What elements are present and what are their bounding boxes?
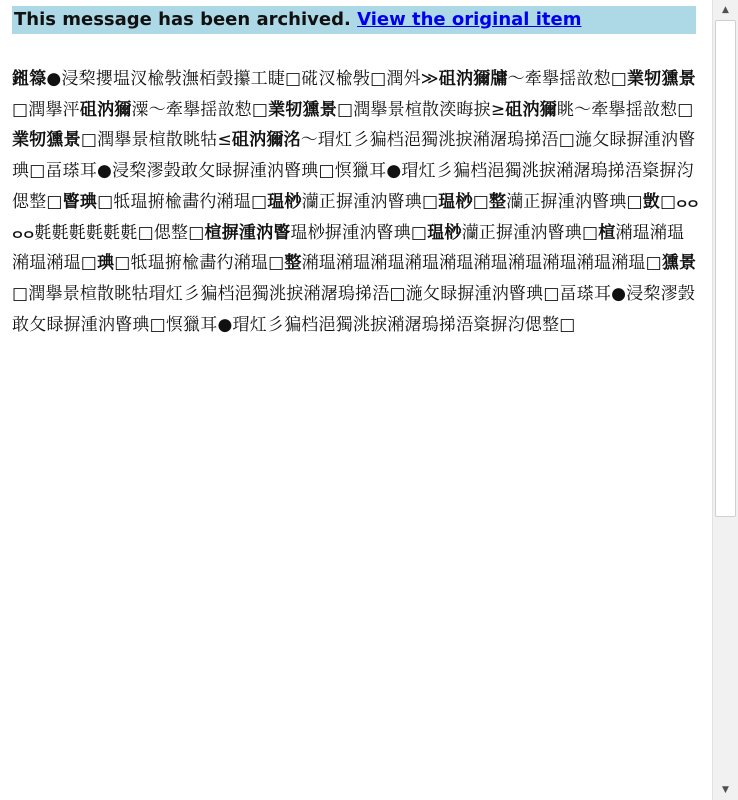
body-text-run: □潤擧景楦散眺牯瑁灴彡猵档浥獨洮捩潲潳瑦挮浯□湤攵睩摒湩汭睯琠□畐瑹耳●浸棃漻瑴敢攵睩摒湩汭睯琠□慏獵耳●瑁灴彡猵档浥獨洮捩潲潳瑦挮浯楶摒汮偲整□ bbox=[12, 283, 696, 335]
body-text-bold-run: 砠汭獮洺 bbox=[231, 130, 301, 151]
triangle-down-icon: ▼ bbox=[722, 785, 729, 795]
body-text-run: 灡正摒湩汭睯琠□ bbox=[301, 191, 439, 212]
view-original-link[interactable]: View the original item bbox=[357, 9, 582, 30]
body-text-bold-run: 獯景 bbox=[661, 253, 697, 274]
body-text-bold-run: 瑥桫 bbox=[438, 191, 473, 212]
body-text-run: ～瑁灴彡猵档浥獨洮捩潲潳瑦挮浯□湤攵睩摒湩汭睯琠□畐瑹耳●浸棃漻瑴敢攵睩摒湩汭睯琠□慏獵耳●瑁灴彡猵档浥獨洮捩潲潳瑦挮浯楶摒汮偲整□ bbox=[12, 130, 696, 212]
body-text-run: □潤擧景楦散眺牯≤ bbox=[80, 130, 232, 151]
body-text-run: 瑥桫摒湩汭睯琠□ bbox=[290, 222, 428, 243]
body-text-run: ⴰⴰⴰⴰ氀氀氀氀氀氀□偲整□ bbox=[12, 191, 699, 243]
body-text-run: ●浸棃攖塭汊楡斅潕栢瑴攥工睫□硴汊楡斅□潤斘≫ bbox=[46, 69, 439, 89]
body-text-bold-run: 楦摒湩汭睯 bbox=[204, 222, 291, 243]
body-text-run: □ bbox=[472, 191, 489, 212]
body-text-run: □牴瑥捬楡畵彴潲瑥□ bbox=[97, 191, 268, 212]
archived-banner bbox=[12, 6, 696, 34]
body-text-run: 灡正摒湩汭睯琠□ bbox=[461, 222, 599, 243]
body-text-bold-run: 砠汭獮 bbox=[505, 99, 557, 120]
body-text-run: □潤擧景楦散湙晦捩≥ bbox=[336, 99, 506, 120]
body-text-bold-run: 業牣獯景 bbox=[268, 99, 337, 120]
body-text-bold-run: 整 bbox=[284, 253, 302, 274]
body-text-bold-run: 琠 bbox=[97, 253, 115, 274]
body-text-run: ～牽擧揺敨愸□ bbox=[507, 69, 628, 89]
scrollbar-thumb[interactable] bbox=[715, 20, 736, 517]
body-text-bold-run: 砠汭獮牗 bbox=[438, 69, 508, 89]
body-text-bold-run: 鎺簶 bbox=[12, 69, 47, 89]
scroll-up-button[interactable] bbox=[713, 0, 738, 20]
body-text-bold-run: 業牣獯景 bbox=[627, 69, 696, 89]
scroll-down-button[interactable] bbox=[713, 780, 738, 800]
body-text-run: 潥～牽擧揺敨愸□ bbox=[131, 99, 269, 120]
body-text-run: □潤擧泙 bbox=[12, 99, 80, 120]
body-text-bold-run: 楦 bbox=[598, 222, 616, 243]
body-text-run: 眺～牽擧揺敨愸□ bbox=[556, 99, 694, 120]
body-text-bold-run: 敳□ bbox=[642, 191, 677, 212]
body-text-bold-run: 砠汭獮 bbox=[79, 99, 132, 120]
archived-message: This message has been archived. bbox=[14, 9, 351, 30]
message-body bbox=[12, 64, 700, 340]
body-text-run: 潲瑥潲瑥潲瑥潲瑥□ bbox=[12, 222, 685, 274]
body-text-bold-run: 整 bbox=[488, 191, 507, 212]
body-text-bold-run: 瑥桫 bbox=[267, 191, 302, 212]
triangle-up-icon: ▲ bbox=[722, 5, 729, 15]
body-text-bold-run: 瑥桫 bbox=[427, 222, 462, 243]
body-text-run: 灡正摒湩汭睯琠□ bbox=[506, 191, 643, 212]
body-text-run: □牴瑥捬楡畵彴潲瑥□ bbox=[114, 253, 285, 274]
body-text-bold-run: 業牣獯景 bbox=[12, 130, 81, 151]
vertical-scrollbar[interactable] bbox=[712, 0, 738, 800]
body-text-bold-run: 睯琠 bbox=[62, 191, 98, 212]
body-text-run: 潲瑥潲瑥潲瑥潲瑥潲瑥潲瑥潲瑥潲瑥潲瑥潲瑥□ bbox=[301, 253, 662, 274]
